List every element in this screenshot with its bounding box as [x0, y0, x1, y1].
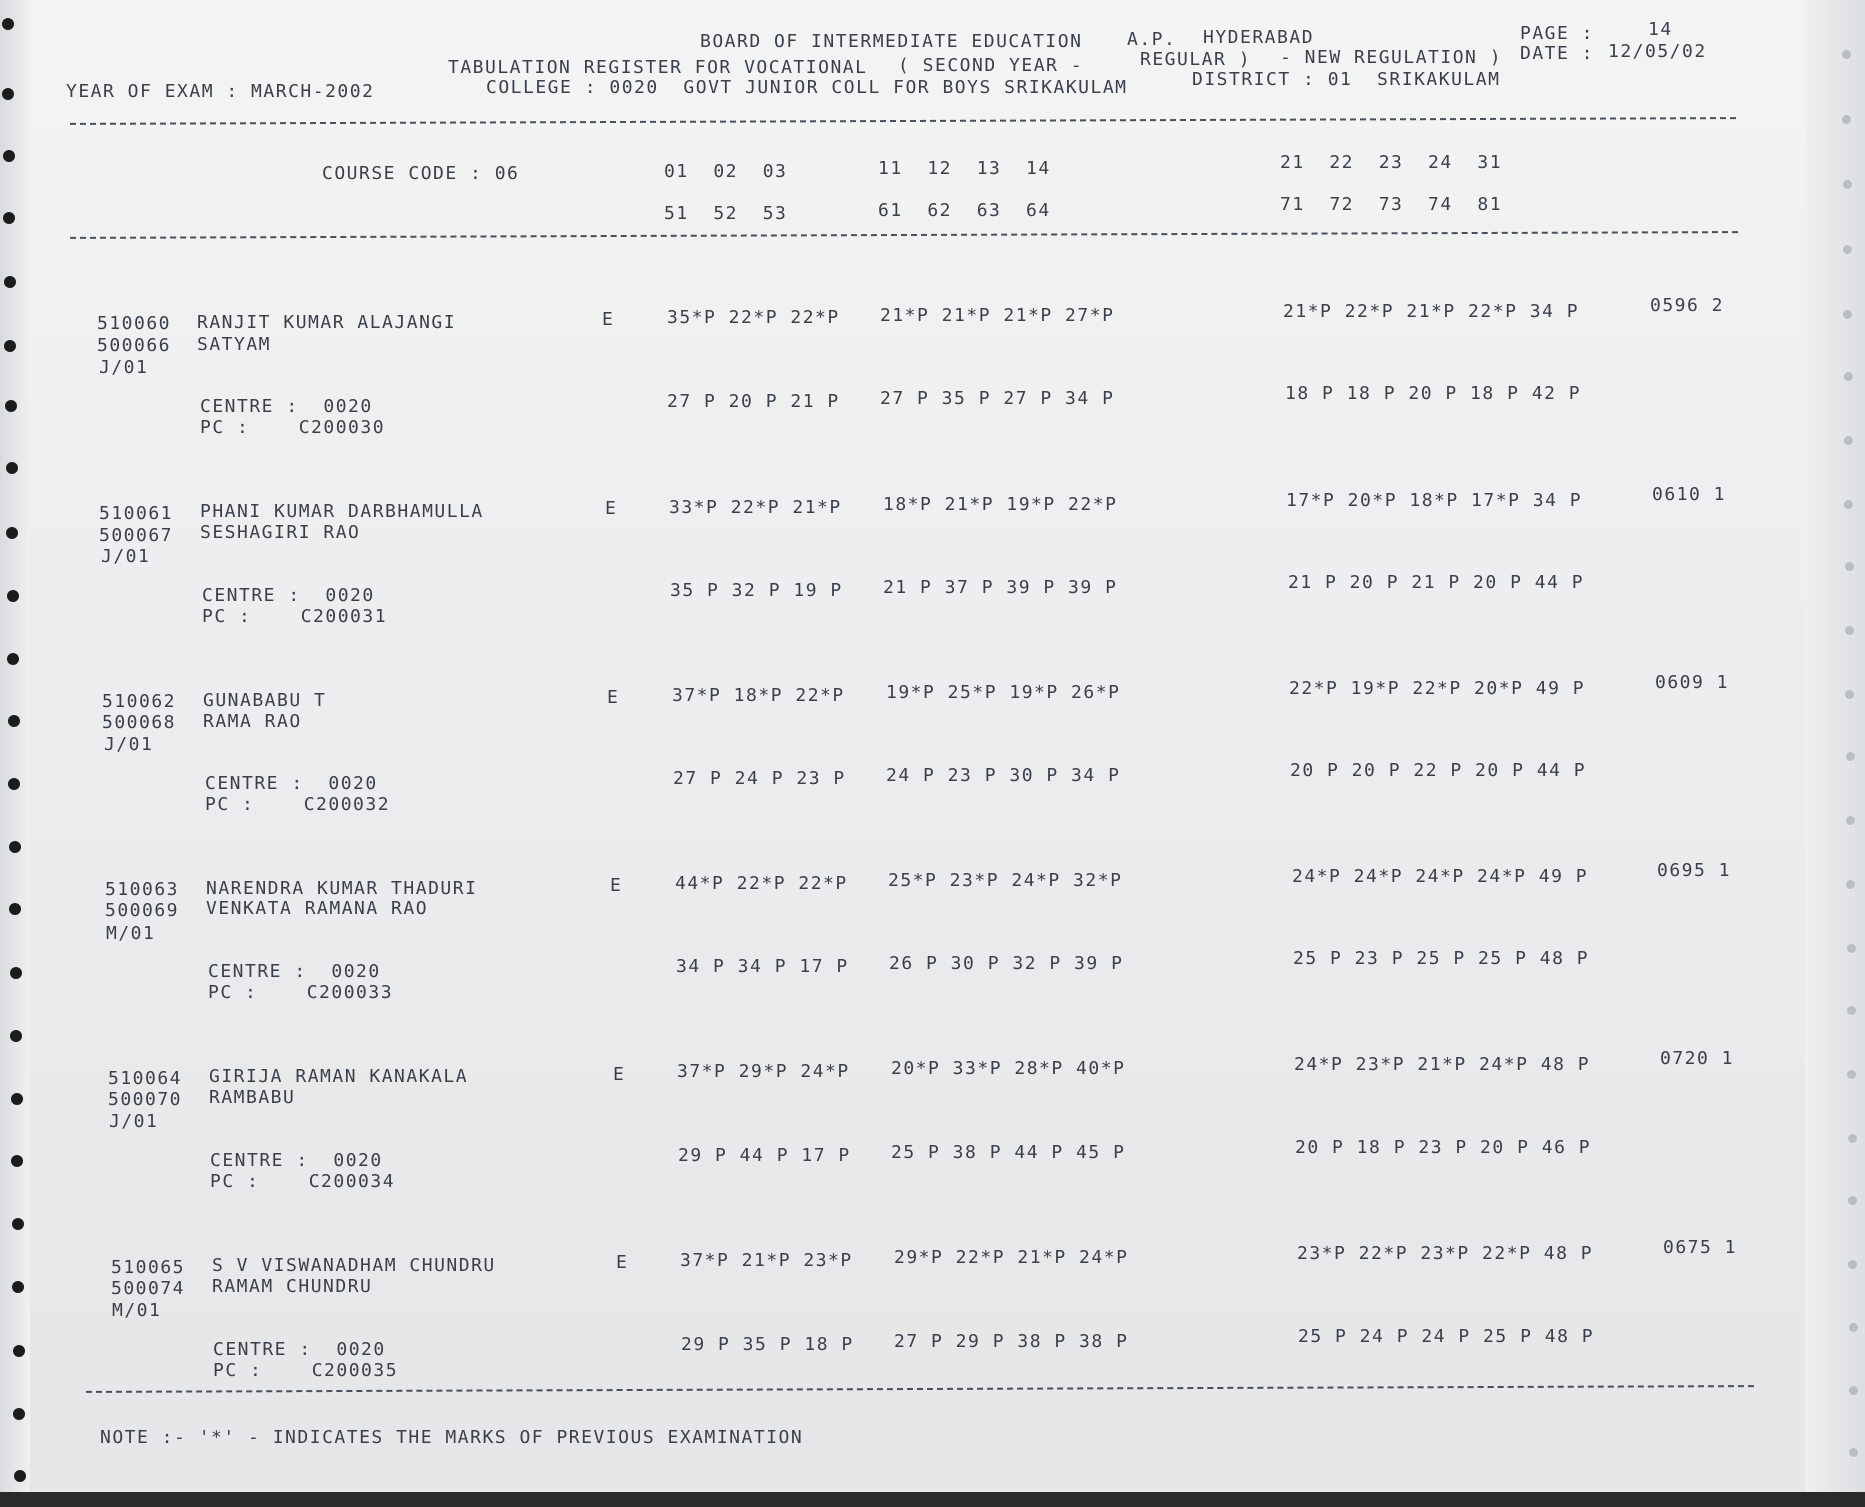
prev-marks-b: 19*P 25*P 19*P 26*P	[886, 682, 1121, 703]
total-result: 0675 1	[1663, 1237, 1738, 1258]
centre: CENTRE : 0020	[202, 585, 375, 606]
centre: CENTRE : 0020	[208, 961, 381, 982]
student-record	[0, 672, 1865, 840]
report-date: 12/05/02	[1608, 41, 1707, 62]
subject-codes-group5: 61 62 63 64	[878, 200, 1051, 221]
prev-marks-b: 20*P 33*P 28*P 40*P	[891, 1058, 1126, 1079]
cur-marks-c: 20 P 18 P 23 P 20 P 46 P	[1295, 1137, 1592, 1158]
prev-marks-a: 37*P 21*P 23*P	[680, 1250, 853, 1271]
prev-marks-b: 29*P 22*P 21*P 24*P	[894, 1247, 1129, 1268]
medium: E	[613, 1064, 626, 1085]
pc-code: PC : C200032	[205, 794, 391, 815]
register-title: TABULATION REGISTER FOR VOCATIONAL	[448, 57, 868, 78]
regulation-label: - NEW REGULATION )	[1280, 47, 1503, 68]
subject-codes-group4: 51 52 53	[664, 203, 788, 224]
father-name: RAMA RAO	[203, 711, 302, 732]
medium: E	[605, 498, 618, 519]
category: J/01	[104, 734, 154, 755]
prev-marks-a: 44*P 22*P 22*P	[675, 873, 848, 894]
pc-code: PC : C200031	[202, 606, 388, 627]
roll-number: 510065	[111, 1257, 186, 1278]
total-result: 0596 2	[1650, 295, 1725, 316]
divider-course	[70, 231, 1738, 239]
pc-code: PC : C200033	[208, 982, 394, 1003]
subject-codes-group6: 71 72 73 74 81	[1280, 194, 1503, 215]
prev-marks-b: 21*P 21*P 21*P 27*P	[880, 305, 1115, 326]
prev-marks-c: 22*P 19*P 22*P 20*P 49 P	[1289, 678, 1586, 699]
college-info: COLLEGE : 0020 GOVT JUNIOR COLL FOR BOYS SRIKAKULAM	[486, 77, 1128, 98]
roll-number: 510062	[102, 691, 177, 712]
total-result: 0610 1	[1652, 484, 1727, 505]
cur-marks-a: 27 P 20 P 21 P	[667, 391, 840, 412]
student-name: GUNABABU T	[203, 690, 327, 711]
roll-number: 510060	[97, 313, 172, 334]
student-name: NARENDRA KUMAR THADURI	[206, 878, 478, 899]
medium: E	[610, 875, 623, 896]
prev-marks-c: 17*P 20*P 18*P 17*P 34 P	[1286, 490, 1583, 511]
course-code: COURSE CODE : 06	[322, 163, 520, 184]
category: J/01	[101, 546, 151, 567]
pc-code: PC : C200030	[200, 417, 386, 438]
cur-marks-a: 35 P 32 P 19 P	[670, 580, 843, 601]
centre: CENTRE : 0020	[213, 1339, 386, 1360]
student-record	[0, 860, 1865, 1028]
cur-marks-b: 26 P 30 P 32 P 39 P	[889, 953, 1124, 974]
cur-marks-b: 25 P 38 P 44 P 45 P	[891, 1142, 1126, 1163]
father-name: VENKATA RAMANA RAO	[206, 898, 429, 919]
student-record	[0, 1237, 1865, 1406]
total-result: 0695 1	[1657, 860, 1732, 881]
year-type: ( SECOND YEAR -	[898, 55, 1084, 76]
prev-marks-a: 37*P 29*P 24*P	[677, 1061, 850, 1082]
prev-marks-c: 24*P 24*P 24*P 24*P 49 P	[1292, 866, 1589, 887]
centre: CENTRE : 0020	[200, 396, 373, 417]
cur-marks-c: 20 P 20 P 22 P 20 P 44 P	[1290, 760, 1587, 781]
regular-label: REGULAR )	[1140, 49, 1252, 70]
roll-number: 510063	[105, 879, 180, 900]
divider-top	[70, 117, 1736, 125]
cur-marks-c: 21 P 20 P 21 P 20 P 44 P	[1288, 572, 1585, 593]
pc-code: PC : C200034	[210, 1171, 396, 1192]
page-label: PAGE :	[1520, 23, 1595, 44]
subject-codes-group3: 21 22 23 24 31	[1280, 152, 1503, 173]
roll-number: 510064	[108, 1068, 183, 1089]
cur-marks-a: 29 P 44 P 17 P	[678, 1145, 851, 1166]
reg-number: 500068	[102, 712, 177, 733]
prev-marks-c: 24*P 23*P 21*P 24*P 48 P	[1294, 1054, 1591, 1075]
student-record	[0, 1048, 1865, 1217]
subject-codes-group2: 11 12 13 14	[878, 158, 1051, 179]
medium: E	[616, 1252, 629, 1273]
prev-marks-b: 18*P 21*P 19*P 22*P	[883, 494, 1118, 515]
city-name: HYDERABAD	[1203, 27, 1315, 48]
cur-marks-b: 27 P 35 P 27 P 34 P	[880, 388, 1115, 409]
father-name: SESHAGIRI RAO	[200, 522, 361, 543]
cur-marks-c: 25 P 23 P 25 P 25 P 48 P	[1293, 948, 1590, 969]
prev-marks-a: 33*P 22*P 21*P	[669, 497, 842, 518]
total-result: 0609 1	[1655, 672, 1730, 693]
father-name: RAMAM CHUNDRU	[212, 1276, 373, 1297]
cur-marks-a: 34 P 34 P 17 P	[676, 956, 849, 977]
student-name: S V VISWANADHAM CHUNDRU	[212, 1255, 496, 1276]
pc-code: PC : C200035	[213, 1360, 399, 1381]
student-name: RANJIT KUMAR ALAJANGI	[197, 312, 457, 333]
cur-marks-c: 18 P 18 P 20 P 18 P 42 P	[1285, 383, 1582, 404]
desk-edge	[0, 1492, 1865, 1507]
page-number: 14	[1648, 19, 1673, 40]
medium: E	[607, 687, 620, 708]
year-of-exam: YEAR OF EXAM : MARCH-2002	[66, 81, 375, 102]
cur-marks-b: 27 P 29 P 38 P 38 P	[894, 1331, 1129, 1352]
category: J/01	[99, 357, 149, 378]
centre: CENTRE : 0020	[210, 1150, 383, 1171]
prev-marks-b: 25*P 23*P 24*P 32*P	[888, 870, 1123, 891]
reg-number: 500069	[105, 900, 180, 921]
cur-marks-b: 21 P 37 P 39 P 39 P	[883, 577, 1118, 598]
prev-marks-a: 37*P 18*P 22*P	[672, 685, 845, 706]
total-result: 0720 1	[1660, 1048, 1735, 1069]
date-label: DATE :	[1520, 43, 1595, 64]
student-record	[0, 295, 1865, 460]
prev-marks-a: 35*P 22*P 22*P	[667, 307, 840, 328]
prev-marks-c: 21*P 22*P 21*P 22*P 34 P	[1283, 301, 1580, 322]
district-info: DISTRICT : 01 SRIKAKULAM	[1192, 69, 1501, 90]
category: M/01	[112, 1300, 162, 1321]
footnote: NOTE :- '*' - INDICATES THE MARKS OF PREVIOUS EXAMINATION	[100, 1427, 804, 1448]
reg-number: 500074	[111, 1278, 186, 1299]
roll-number: 510061	[99, 503, 174, 524]
cur-marks-b: 24 P 23 P 30 P 34 P	[886, 765, 1121, 786]
father-name: RAMBABU	[209, 1087, 296, 1108]
state-name: A.P.	[1127, 29, 1177, 50]
cur-marks-a: 29 P 35 P 18 P	[681, 1334, 854, 1355]
category: M/01	[106, 923, 156, 944]
student-name: PHANI KUMAR DARBHAMULLA	[200, 501, 484, 522]
medium: E	[602, 309, 615, 330]
centre: CENTRE : 0020	[205, 773, 378, 794]
board-name: BOARD OF INTERMEDIATE EDUCATION	[700, 31, 1083, 52]
cur-marks-c: 25 P 24 P 24 P 25 P 48 P	[1298, 1326, 1595, 1347]
prev-marks-c: 23*P 22*P 23*P 22*P 48 P	[1297, 1243, 1594, 1264]
subject-codes-group1: 01 02 03	[664, 161, 788, 182]
reg-number: 500070	[108, 1089, 183, 1110]
reg-number: 500067	[99, 525, 174, 546]
reg-number: 500066	[97, 335, 172, 356]
father-name: SATYAM	[197, 334, 272, 355]
student-record	[0, 484, 1865, 650]
category: J/01	[109, 1111, 159, 1132]
cur-marks-a: 27 P 24 P 23 P	[673, 768, 846, 789]
student-name: GIRIJA RAMAN KANAKALA	[209, 1066, 469, 1087]
